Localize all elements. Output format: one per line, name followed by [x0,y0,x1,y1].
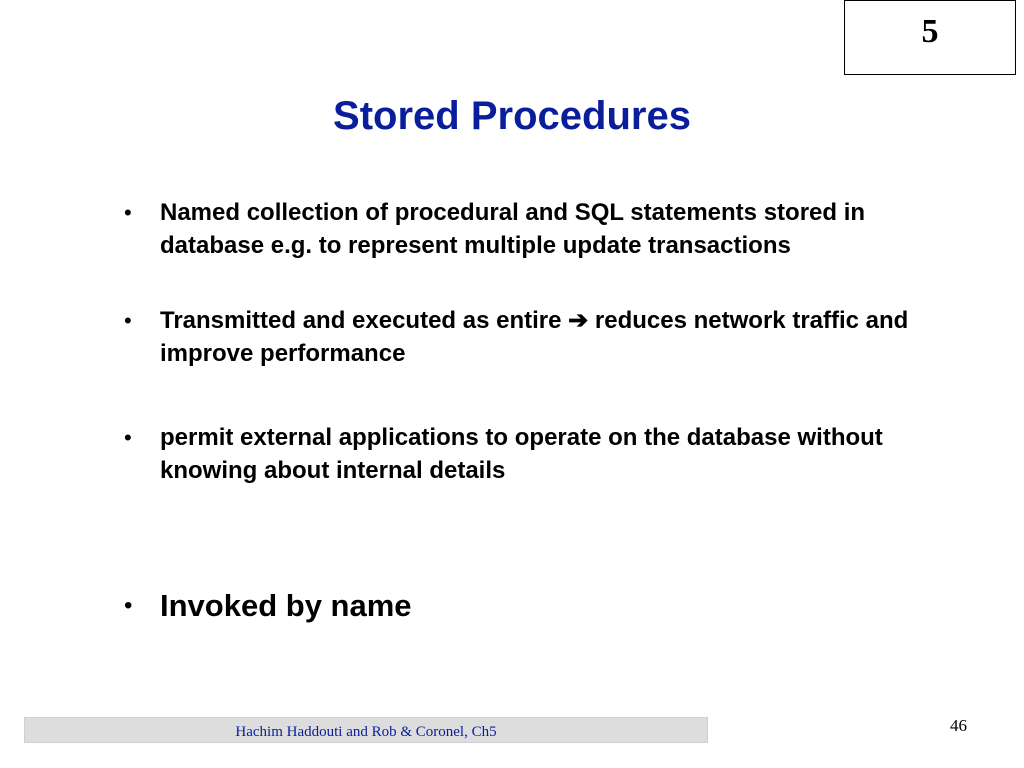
bullet-text: Invoked by name [160,588,412,623]
bullet-item [120,304,920,370]
bullet-marker: • [124,308,132,333]
bullet-text: permit external applications to operate on the database without knowing about internal details [160,424,883,484]
bullet-marker: • [124,200,132,225]
slide-title: Stored Procedures [333,94,691,138]
chapter-badge: 5 [844,0,1016,75]
bullet-marker: • [124,592,133,619]
bullet-item [120,421,920,487]
bullet-text: Named collection of procedural and SQL statements stored in database e.g. to represent multiple update transactions [160,199,866,259]
page-number: 46 [950,716,967,735]
bullet-text: Transmitted and executed as entire ➔ reduces network traffic and improve performance [160,307,909,367]
bullet-marker: • [124,425,132,450]
footer-credit: Hachim Haddouti and Rob & Coronel, Ch5 [235,724,497,740]
bullet-item [120,196,920,262]
bullet-item [120,586,920,626]
